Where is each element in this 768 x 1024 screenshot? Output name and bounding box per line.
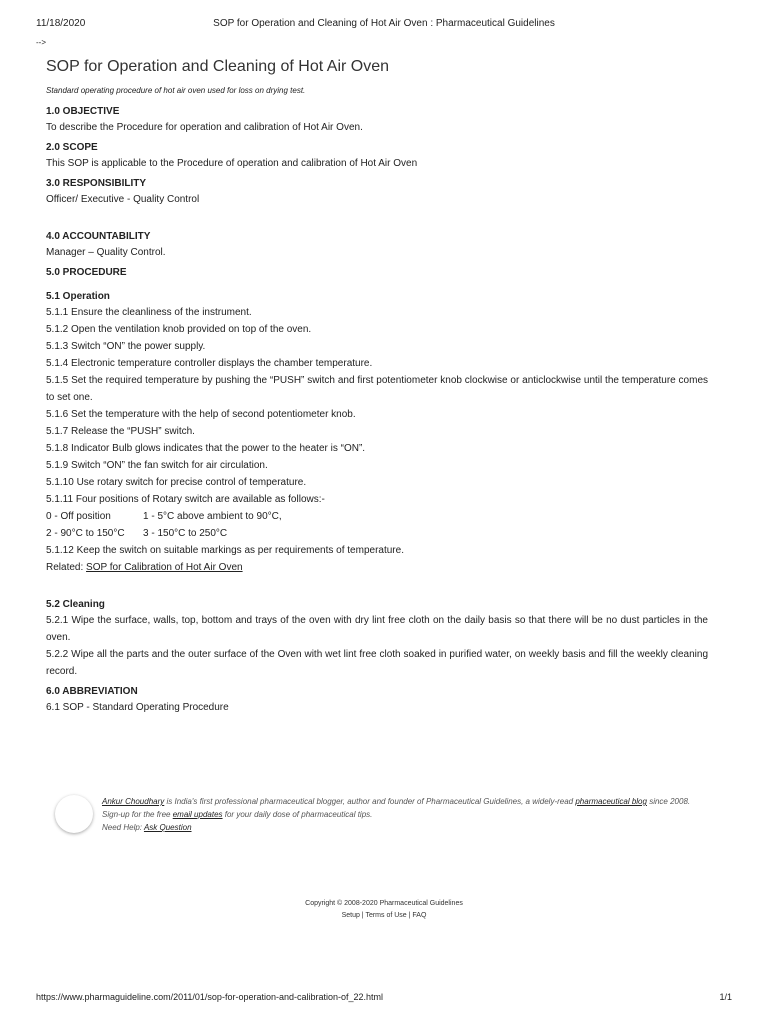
- author-bio: [102, 795, 692, 834]
- step-item: 5.1.4 Electronic temperature controller displays the chamber temperature.: [46, 358, 373, 369]
- site-footer: [0, 898, 768, 922]
- step-item: 5.1.9 Switch “ON” the fan switch for air circulation.: [46, 460, 268, 471]
- scope-text: This SOP is applicable to the Procedure of operation and calibration of Hot Air Oven: [46, 158, 418, 169]
- article-subtitle: Standard operating procedure of hot air oven used for loss on drying test.: [46, 86, 306, 95]
- author-bio-text: is India's first professional pharmaceutical blogger, author and founder of Pharmaceutical Guidelines, a widely-read: [164, 797, 576, 806]
- section-heading-objective: 1.0 OBJECTIVE: [46, 106, 120, 117]
- author-name-link[interactable]: Ankur Choudhary: [102, 797, 165, 806]
- print-date: 11/18/2020: [36, 18, 86, 29]
- step-item: 5.1.12 Keep the switch on suitable markings as per requirements of temperature.: [46, 545, 404, 556]
- step-item: 5.1.5 Set the required temperature by pushing the “PUSH” switch and first potentiometer knob clockwise or anticlockwise until the temperature comes to set one.: [46, 375, 708, 403]
- footer-links: [0, 910, 768, 922]
- objective-text: To describe the Procedure for operation and calibration of Hot Air Oven.: [46, 122, 363, 133]
- section-heading-procedure: 5.0 PROCEDURE: [46, 267, 127, 278]
- responsibility-text: Officer/ Executive - Quality Control: [46, 194, 200, 205]
- abbreviation-text: 6.1 SOP - Standard Operating Procedure: [46, 702, 229, 713]
- step-item: 5.1.10 Use rotary switch for precise control of temperature.: [46, 477, 307, 488]
- footer-separator: |: [359, 912, 366, 919]
- page-number: 1/1: [719, 992, 732, 1002]
- footer-link-terms[interactable]: Terms of Use: [365, 912, 407, 919]
- rotary-position-3: 3 - 150°C to 250°C: [143, 528, 228, 539]
- accountability-text: Manager – Quality Control.: [46, 247, 166, 258]
- print-page-title: SOP for Operation and Cleaning of Hot Air Oven : Pharmaceutical Guidelines: [213, 18, 555, 29]
- step-item: 5.1.2 Open the ventilation knob provided on top of the oven.: [46, 324, 312, 335]
- subsection-heading-cleaning: 5.2 Cleaning: [46, 599, 105, 610]
- related-sop-link[interactable]: SOP for Calibration of Hot Air Oven: [86, 562, 243, 573]
- avatar: [55, 795, 93, 833]
- step-item: 5.1.3 Switch “ON” the power supply.: [46, 341, 206, 352]
- footer-link-setup[interactable]: Setup: [341, 912, 360, 919]
- step-item: 5.1.6 Set the temperature with the help of second potentiometer knob.: [46, 409, 356, 420]
- article-body: [46, 58, 708, 716]
- ask-question-link[interactable]: Ask Question: [143, 823, 192, 832]
- footer-link-faq[interactable]: FAQ: [412, 912, 427, 919]
- rotary-position-1: 1 - 5°C above ambient to 90°C,: [143, 511, 282, 522]
- subsection-heading-operation: 5.1 Operation: [46, 291, 110, 302]
- rotary-position-2: 2 - 90°C to 150°C: [46, 528, 125, 539]
- related-line: [46, 559, 708, 576]
- page-title: SOP for Operation and Cleaning of Hot Air Oven: [46, 58, 390, 75]
- section-heading-accountability: 4.0 ACCOUNTABILITY: [46, 231, 151, 242]
- copyright-text: Copyright © 2008-2020 Pharmaceutical Guidelines: [305, 900, 463, 907]
- author-bio-text: since 2008. Sign-up for the free: [102, 797, 691, 819]
- blog-link[interactable]: pharmaceutical blog: [575, 797, 647, 806]
- step-item: 5.2.1 Wipe the surface, walls, top, bottom and trays of the oven with dry lint free cloth on the daily basis so that there will be no dust particles in the oven.: [46, 615, 708, 643]
- help-label: Need Help:: [102, 823, 144, 832]
- stray-comment-text: -->: [36, 38, 46, 47]
- step-item: 5.2.2 Wipe all the parts and the outer surface of the Oven with wet lint free cloth soaked in purified water, on weekly basis and fill the weekly cleaning record.: [46, 649, 708, 677]
- step-item: 5.1.7 Release the “PUSH” switch.: [46, 426, 195, 437]
- section-heading-scope: 2.0 SCOPE: [46, 142, 98, 153]
- rotary-positions-row: [46, 508, 708, 525]
- section-heading-responsibility: 3.0 RESPONSIBILITY: [46, 178, 147, 189]
- rotary-positions-row: [46, 525, 708, 542]
- step-item: 5.1.11 Four positions of Rotary switch are available as follows:-: [46, 494, 325, 505]
- footer-separator: |: [406, 912, 413, 919]
- section-heading-abbreviation: 6.0 ABBREVIATION: [46, 686, 138, 697]
- author-bio-text: for your daily dose of pharmaceutical tips.: [222, 810, 373, 819]
- related-label: Related:: [46, 562, 84, 573]
- step-item: 5.1.1 Ensure the cleanliness of the instrument.: [46, 307, 252, 318]
- step-item: 5.1.8 Indicator Bulb glows indicates that the power to the heater is “ON”.: [46, 443, 366, 454]
- email-updates-link[interactable]: email updates: [172, 810, 223, 819]
- rotary-position-0: 0 - Off position: [46, 511, 111, 522]
- page-url: https://www.pharmaguideline.com/2011/01/sop-for-operation-and-calibration-of_22.html: [36, 992, 384, 1002]
